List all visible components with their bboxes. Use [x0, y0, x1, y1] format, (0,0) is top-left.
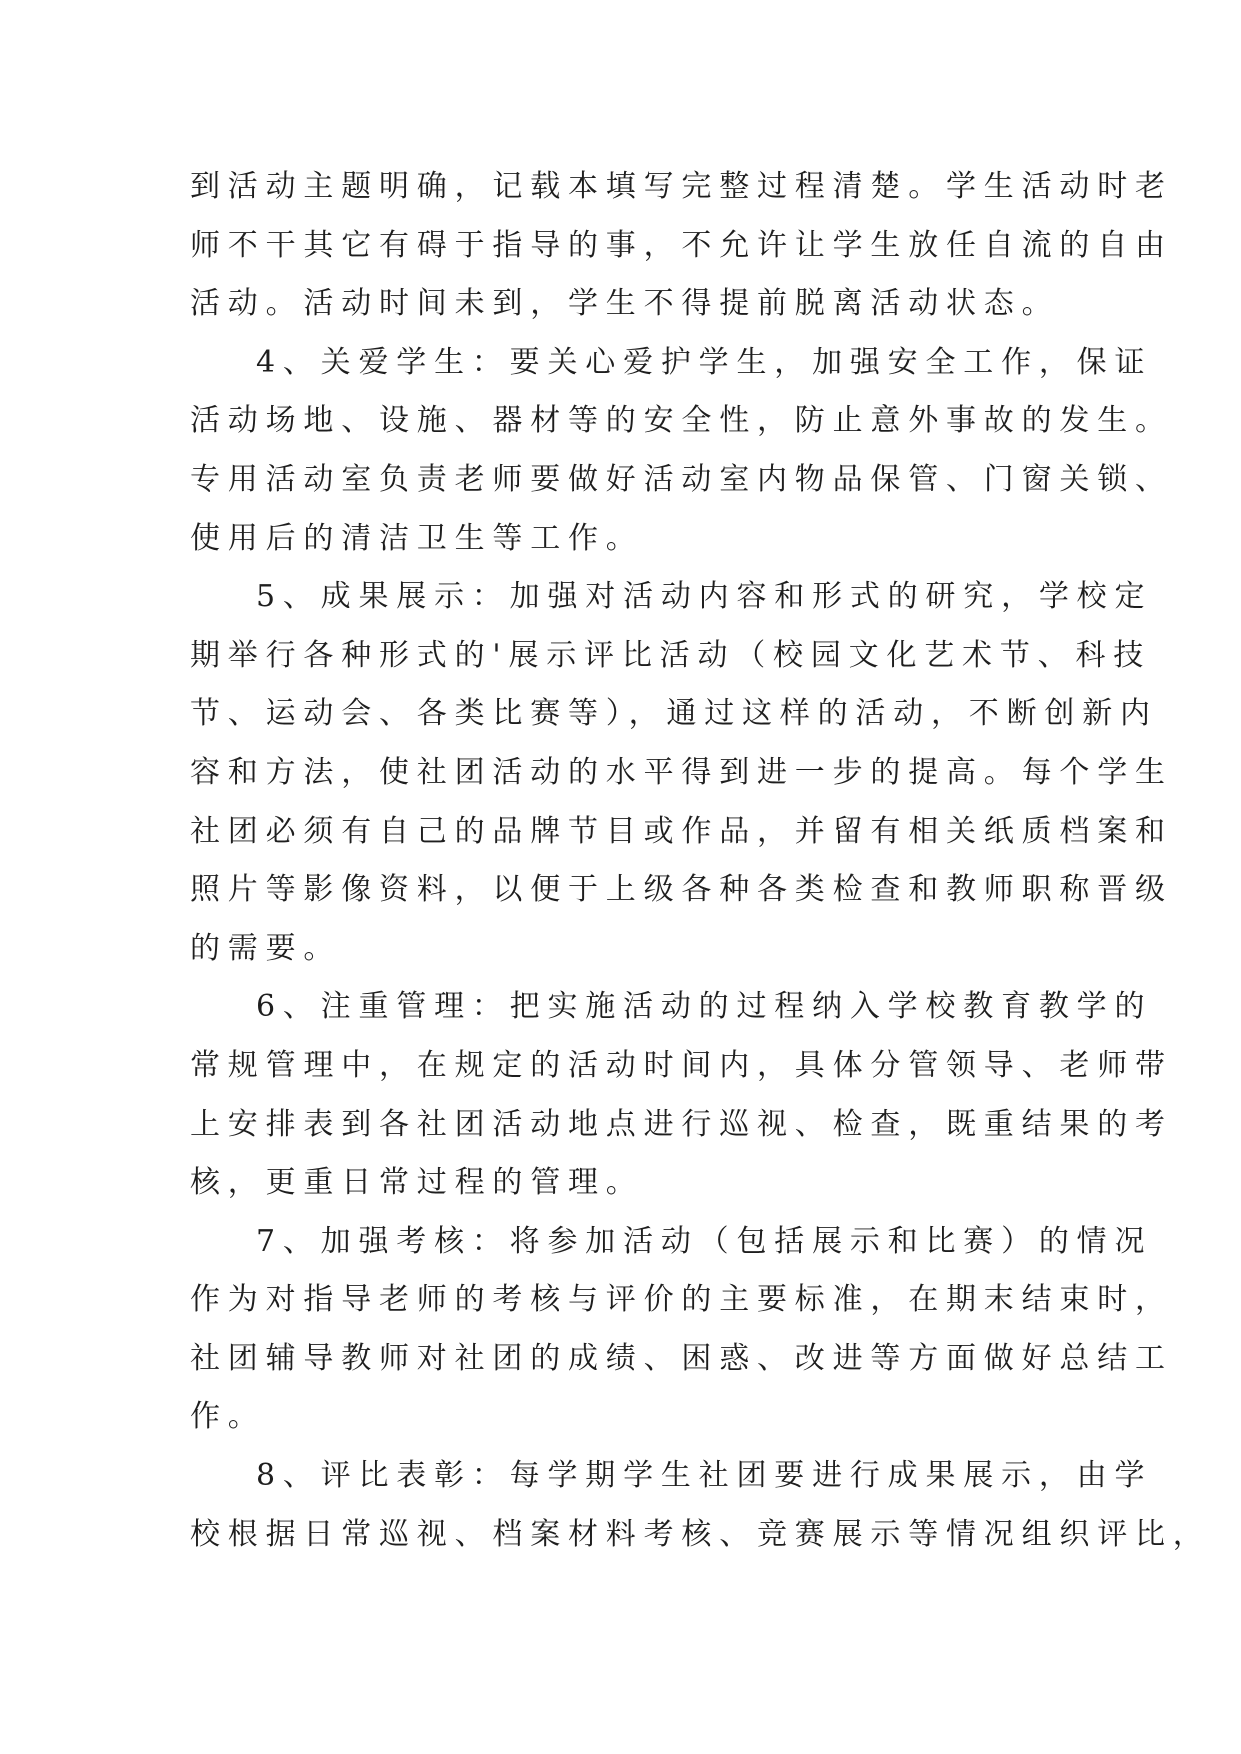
text-line: 活动场地、设施、器材等的安全性，防止意外事故的发生。: [190, 403, 1173, 439]
text-line: 上安排表到各社团活动地点进行巡视、检查，既重结果的考: [190, 1106, 1173, 1142]
text-line: 师不干其它有碍于指导的事，不允许让学生放任自流的自由: [190, 227, 1173, 263]
text-line: 专用活动室负责老师要做好活动室内物品保管、门窗关锁、: [190, 461, 1173, 497]
text-line: 作。: [190, 1399, 266, 1435]
document-body: [190, 158, 1211, 1564]
text-line: 节、运动会、各类比赛等），通过这样的活动，不断创新内: [190, 696, 1158, 732]
text-line: 容和方法，使社团活动的水平得到进一步的提高。每个学生: [190, 754, 1173, 790]
text-line: 到活动主题明确，记载本填写完整过程清楚。学生活动时老: [190, 169, 1173, 204]
paragraph-first-line: 6、注重管理：把实施活动的过程纳入学校教育教学的: [256, 989, 1153, 1025]
text-line: 作为对指导老师的考核与评价的主要标准，在期末结束时，: [190, 1282, 1173, 1318]
text-line: 常规管理中，在规定的活动时间内，具体分管领导、老师带: [190, 1047, 1173, 1083]
text-line: 核，更重日常过程的管理。: [190, 1165, 644, 1201]
text-line: 照片等影像资料，以便于上级各种各类检查和教师职称晋级: [190, 872, 1173, 908]
paragraph-first-line: 7、加强考核：将参加活动（包括展示和比赛）的情况: [256, 1223, 1153, 1259]
text-line: 使用后的清洁卫生等工作。: [190, 520, 644, 556]
paragraph-first-line: 5、成果展示：加强对活动内容和形式的研究，学校定: [256, 579, 1153, 615]
paragraph-first-line: 8、评比表彰：每学期学生社团要进行成果展示，由学: [256, 1458, 1153, 1494]
text-line: 期举行各种形式的'展示评比活动（校园文化艺术节、科技: [190, 637, 1152, 673]
text-line: 社团辅导教师对社团的成绩、困惑、改进等方面做好总结工: [190, 1340, 1173, 1376]
text-line: 社团必须有自己的品牌节目或作品，并留有相关纸质档案和: [190, 813, 1173, 849]
text-line: 的需要。: [190, 930, 342, 966]
text-line: 活动。活动时间未到，学生不得提前脱离活动状态。: [190, 286, 1060, 322]
text-line: 校根据日常巡视、档案材料考核、竞赛展示等情况组织评比，: [190, 1516, 1211, 1552]
paragraph-first-line: 4、关爱学生：要关心爱护学生，加强安全工作，保证: [256, 344, 1153, 380]
